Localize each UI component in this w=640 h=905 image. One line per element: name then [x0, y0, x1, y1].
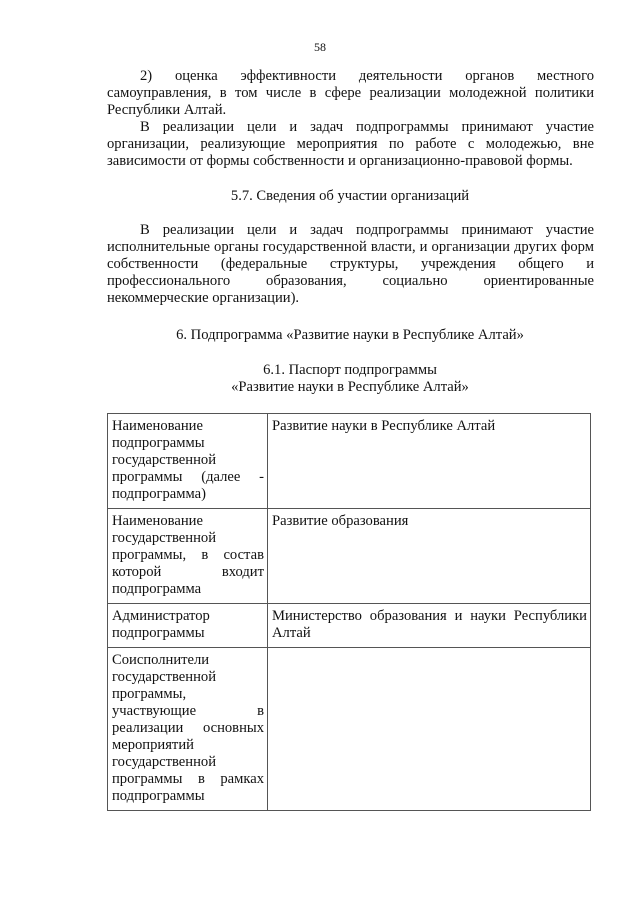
paragraph-organizations-participation: В реализации цели и задач подпрограммы принимают участие организации, реализующие мероприятия по работе с молодежью, вне зависимости от формы собственности и организационно-правовой формы.	[107, 119, 594, 169]
section-6-1-heading-line-1: 6.1. Паспорт подпрограммы	[263, 362, 437, 378]
row-value-state-program-name: Развитие образования	[268, 509, 591, 604]
passport-table	[107, 413, 591, 811]
row-label-state-program-name: Наименование государственной программы, в состав которой входит подпрограмма	[108, 509, 268, 604]
table-row	[108, 509, 591, 604]
table-row	[108, 648, 591, 811]
page-number: 58	[314, 40, 326, 54]
body-text-block-1	[107, 68, 594, 170]
row-label-administrator: Администратор подпрограммы	[108, 604, 268, 648]
paragraph-evaluation: 2) оценка эффективности деятельности органов местного самоуправления, в том числе в сфере реализации молодежной политики Республики Алтай.	[107, 68, 594, 118]
row-value-co-executors	[268, 648, 591, 811]
body-text-block-2	[107, 222, 594, 307]
row-label-co-executors: Соисполнители государственной программы, участвующие в реализации основных мероприятий государственной программы в рамках подпрограммы	[108, 648, 268, 811]
row-label-subprogram-name: Наименование подпрограммы государственной программы (далее - подпрограмма)	[108, 414, 268, 509]
row-value-subprogram-name: Развитие науки в Республике Алтай	[268, 414, 591, 509]
section-6-1-heading-line-2: «Развитие науки в Республике Алтай»	[231, 379, 469, 395]
paragraph-executive-bodies: В реализации цели и задач подпрограммы принимают участие исполнительные органы государственной власти, и организации других форм собственности (федеральные структуры, учреждения общего и профессионального образования, социально ориентированные некоммерческие организации).	[107, 222, 594, 306]
section-5-7-heading: 5.7. Сведения об участии организаций	[230, 188, 470, 204]
section-6-heading: 6. Подпрограмма «Развитие науки в Республике Алтай»	[176, 327, 524, 343]
row-value-administrator: Министерство образования и науки Республики Алтай	[268, 604, 591, 648]
section-6-1-heading	[60, 362, 640, 396]
table-row	[108, 414, 591, 509]
table-row	[108, 604, 591, 648]
